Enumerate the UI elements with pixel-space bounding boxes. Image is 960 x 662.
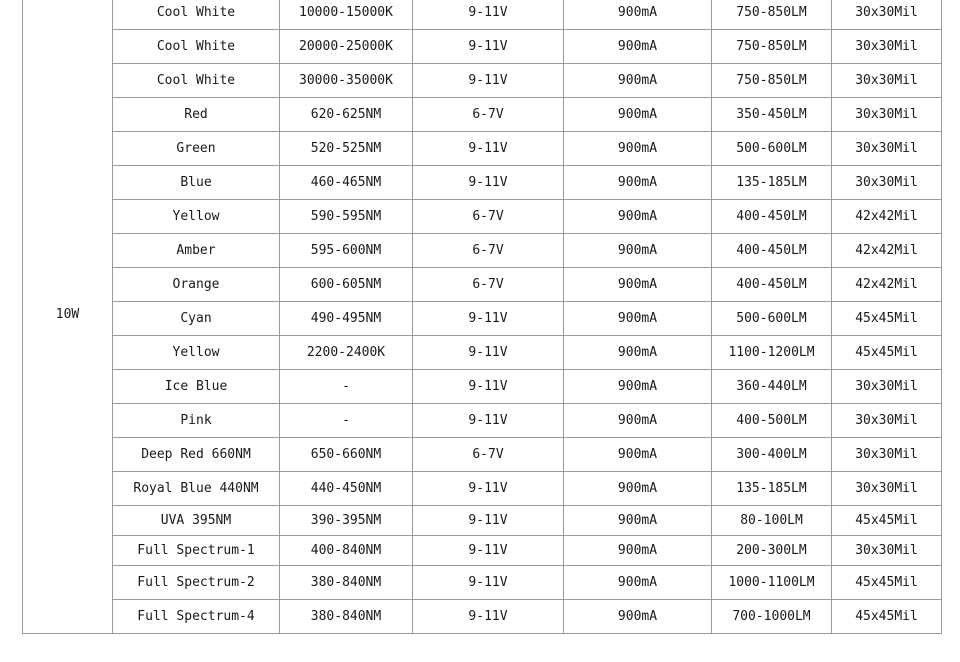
wavelength-cell: 20000-25000K — [280, 30, 413, 64]
current-cell: 900mA — [564, 370, 712, 404]
chip-size-cell: 45x45Mil — [832, 600, 942, 634]
chip-size-cell: 42x42Mil — [832, 234, 942, 268]
luminous-flux-cell: 750-850LM — [712, 0, 832, 30]
chip-size-cell: 45x45Mil — [832, 506, 942, 536]
table-row — [23, 30, 942, 64]
voltage-cell: 9-11V — [413, 336, 564, 370]
table-row — [23, 506, 942, 536]
voltage-cell: 9-11V — [413, 30, 564, 64]
table-row — [23, 132, 942, 166]
luminous-flux-cell: 750-850LM — [712, 64, 832, 98]
chip-size-cell: 30x30Mil — [832, 30, 942, 64]
color-cell: Cool White — [113, 0, 280, 30]
luminous-flux-cell: 500-600LM — [712, 302, 832, 336]
chip-size-cell: 30x30Mil — [832, 404, 942, 438]
current-cell: 900mA — [564, 30, 712, 64]
luminous-flux-cell: 135-185LM — [712, 472, 832, 506]
wavelength-cell: 390-395NM — [280, 506, 413, 536]
luminous-flux-cell: 300-400LM — [712, 438, 832, 472]
luminous-flux-cell: 360-440LM — [712, 370, 832, 404]
luminous-flux-cell: 80-100LM — [712, 506, 832, 536]
voltage-cell: 6-7V — [413, 98, 564, 132]
voltage-cell: 9-11V — [413, 536, 564, 566]
wavelength-cell: - — [280, 370, 413, 404]
luminous-flux-cell: 500-600LM — [712, 132, 832, 166]
luminous-flux-cell: 135-185LM — [712, 166, 832, 200]
wavelength-cell: 595-600NM — [280, 234, 413, 268]
wavelength-cell: 440-450NM — [280, 472, 413, 506]
led-spec-table — [22, 0, 942, 634]
luminous-flux-cell: 700-1000LM — [712, 600, 832, 634]
luminous-flux-cell: 1100-1200LM — [712, 336, 832, 370]
wavelength-cell: 620-625NM — [280, 98, 413, 132]
color-cell: Deep Red 660NM — [113, 438, 280, 472]
wavelength-cell: 650-660NM — [280, 438, 413, 472]
color-cell: Pink — [113, 404, 280, 438]
color-cell: Full Spectrum-1 — [113, 536, 280, 566]
current-cell: 900mA — [564, 600, 712, 634]
luminous-flux-cell: 400-450LM — [712, 268, 832, 302]
wavelength-cell: 400-840NM — [280, 536, 413, 566]
table-row — [23, 404, 942, 438]
table-row — [23, 438, 942, 472]
voltage-cell: 9-11V — [413, 302, 564, 336]
wavelength-cell: 30000-35000K — [280, 64, 413, 98]
wavelength-cell: 590-595NM — [280, 200, 413, 234]
luminous-flux-cell: 200-300LM — [712, 536, 832, 566]
color-cell: Yellow — [113, 200, 280, 234]
current-cell: 900mA — [564, 98, 712, 132]
chip-size-cell: 42x42Mil — [832, 200, 942, 234]
current-cell: 900mA — [564, 166, 712, 200]
current-cell: 900mA — [564, 132, 712, 166]
table-row — [23, 600, 942, 634]
chip-size-cell: 45x45Mil — [832, 566, 942, 600]
current-cell: 900mA — [564, 268, 712, 302]
current-cell: 900mA — [564, 64, 712, 98]
color-cell: Cool White — [113, 64, 280, 98]
voltage-cell: 9-11V — [413, 132, 564, 166]
table-row — [23, 234, 942, 268]
voltage-cell: 9-11V — [413, 404, 564, 438]
luminous-flux-cell: 400-500LM — [712, 404, 832, 438]
chip-size-cell: 30x30Mil — [832, 472, 942, 506]
chip-size-cell: 30x30Mil — [832, 166, 942, 200]
table-row — [23, 268, 942, 302]
table-row — [23, 302, 942, 336]
wavelength-cell: 600-605NM — [280, 268, 413, 302]
color-cell: Cool White — [113, 30, 280, 64]
wavelength-cell: 10000-15000K — [280, 0, 413, 30]
wavelength-cell: 380-840NM — [280, 566, 413, 600]
luminous-flux-cell: 1000-1100LM — [712, 566, 832, 600]
table-row — [23, 64, 942, 98]
current-cell: 900mA — [564, 566, 712, 600]
table-row — [23, 566, 942, 600]
voltage-cell: 9-11V — [413, 600, 564, 634]
table-row — [23, 166, 942, 200]
color-cell: Orange — [113, 268, 280, 302]
current-cell: 900mA — [564, 302, 712, 336]
luminous-flux-cell: 400-450LM — [712, 200, 832, 234]
chip-size-cell: 42x42Mil — [832, 268, 942, 302]
color-cell: Full Spectrum-4 — [113, 600, 280, 634]
current-cell: 900mA — [564, 472, 712, 506]
wavelength-cell: 2200-2400K — [280, 336, 413, 370]
table-row — [23, 98, 942, 132]
wavelength-cell: 460-465NM — [280, 166, 413, 200]
color-cell: UVA 395NM — [113, 506, 280, 536]
current-cell: 900mA — [564, 438, 712, 472]
color-cell: Yellow — [113, 336, 280, 370]
color-cell: Green — [113, 132, 280, 166]
voltage-cell: 9-11V — [413, 472, 564, 506]
wavelength-cell: 490-495NM — [280, 302, 413, 336]
wavelength-cell: - — [280, 404, 413, 438]
table-row — [23, 336, 942, 370]
table-row — [23, 472, 942, 506]
table-body — [23, 0, 942, 634]
voltage-cell: 6-7V — [413, 200, 564, 234]
color-cell: Blue — [113, 166, 280, 200]
chip-size-cell: 30x30Mil — [832, 98, 942, 132]
current-cell: 900mA — [564, 234, 712, 268]
color-cell: Ice Blue — [113, 370, 280, 404]
current-cell: 900mA — [564, 200, 712, 234]
color-cell: Cyan — [113, 302, 280, 336]
chip-size-cell: 30x30Mil — [832, 438, 942, 472]
power-group-cell: 10W — [23, 0, 113, 634]
wavelength-cell: 380-840NM — [280, 600, 413, 634]
chip-size-cell: 30x30Mil — [832, 64, 942, 98]
color-cell: Royal Blue 440NM — [113, 472, 280, 506]
table-row — [23, 370, 942, 404]
luminous-flux-cell: 350-450LM — [712, 98, 832, 132]
table-row — [23, 0, 942, 30]
luminous-flux-cell: 750-850LM — [712, 30, 832, 64]
color-cell: Red — [113, 98, 280, 132]
voltage-cell: 9-11V — [413, 64, 564, 98]
chip-size-cell: 30x30Mil — [832, 0, 942, 30]
luminous-flux-cell: 400-450LM — [712, 234, 832, 268]
chip-size-cell: 30x30Mil — [832, 536, 942, 566]
current-cell: 900mA — [564, 404, 712, 438]
color-cell: Amber — [113, 234, 280, 268]
table-row — [23, 536, 942, 566]
color-cell: Full Spectrum-2 — [113, 566, 280, 600]
voltage-cell: 9-11V — [413, 166, 564, 200]
wavelength-cell: 520-525NM — [280, 132, 413, 166]
voltage-cell: 6-7V — [413, 234, 564, 268]
voltage-cell: 9-11V — [413, 370, 564, 404]
current-cell: 900mA — [564, 536, 712, 566]
current-cell: 900mA — [564, 506, 712, 536]
voltage-cell: 6-7V — [413, 268, 564, 302]
chip-size-cell: 45x45Mil — [832, 302, 942, 336]
voltage-cell: 9-11V — [413, 506, 564, 536]
current-cell: 900mA — [564, 336, 712, 370]
chip-size-cell: 30x30Mil — [832, 132, 942, 166]
voltage-cell: 9-11V — [413, 566, 564, 600]
table-row — [23, 200, 942, 234]
voltage-cell: 9-11V — [413, 0, 564, 30]
chip-size-cell: 30x30Mil — [832, 370, 942, 404]
chip-size-cell: 45x45Mil — [832, 336, 942, 370]
voltage-cell: 6-7V — [413, 438, 564, 472]
current-cell: 900mA — [564, 0, 712, 30]
